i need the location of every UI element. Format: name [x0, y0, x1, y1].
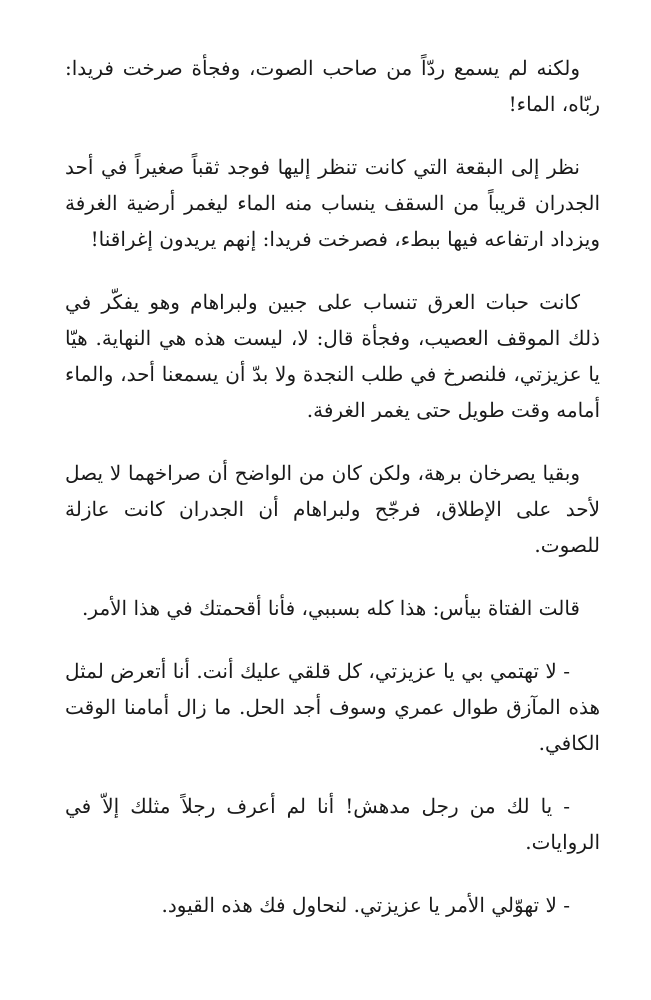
- book-page: [65, 50, 600, 923]
- paragraph-1: ولكنه لم يسمع ردّاً من صاحب الصوت، وفجأة صرخت فريدا: ربّاه، الماء!: [65, 56, 600, 116]
- dialog-line-3: - لا تهوّلي الأمر يا عزيزتي. لنحاول فك هذه القيود.: [161, 893, 570, 917]
- paragraph-3: كانت حبات العرق تنساب على جبين ولبراهام وهو يفكّر في ذلك الموقف العصيب، وفجأة قال: لا، ليست هذه هي النهاية. هيّا يا عزيزتي، فلنصرخ في طلب النجدة ولا بدّ أن يسمعنا أحد، والماء أمامه وقت طويل حتى يغمر الغرفة.: [65, 290, 600, 422]
- dialog-line-2: - يا لك من رجل مدهش! أنا لم أعرف رجلاً مثلك إلاّ في الروايات.: [65, 794, 600, 854]
- paragraph-2: نظر إلى البقعة التي كانت تنظر إليها فوجد ثقباً صغيراً في أحد الجدران قريباً من السقف ينساب منه الماء ليغمر أرضية الغرفة ويزداد ارتفاعه فيها ببطء، فصرخت فريدا: إنهم يريدون إغراقنا!: [65, 155, 600, 251]
- paragraph-4: وبقيا يصرخان برهة، ولكن كان من الواضح أن صراخهما لا يصل لأحد على الإطلاق، فرجّح ولبراهام أن الجدران كانت عازلة للصوت.: [65, 461, 600, 557]
- paragraph-5: قالت الفتاة بيأس: هذا كله بسببي، فأنا أقحمتك في هذا الأمر.: [82, 596, 580, 620]
- dialog-line-1: - لا تهتمي بي يا عزيزتي، كل قلقي عليك أنت. أنا أتعرض لمثل هذه المآزق طوال عمري وسوف أجد الحل. ما زال أمامنا الوقت الكافي.: [65, 659, 600, 755]
